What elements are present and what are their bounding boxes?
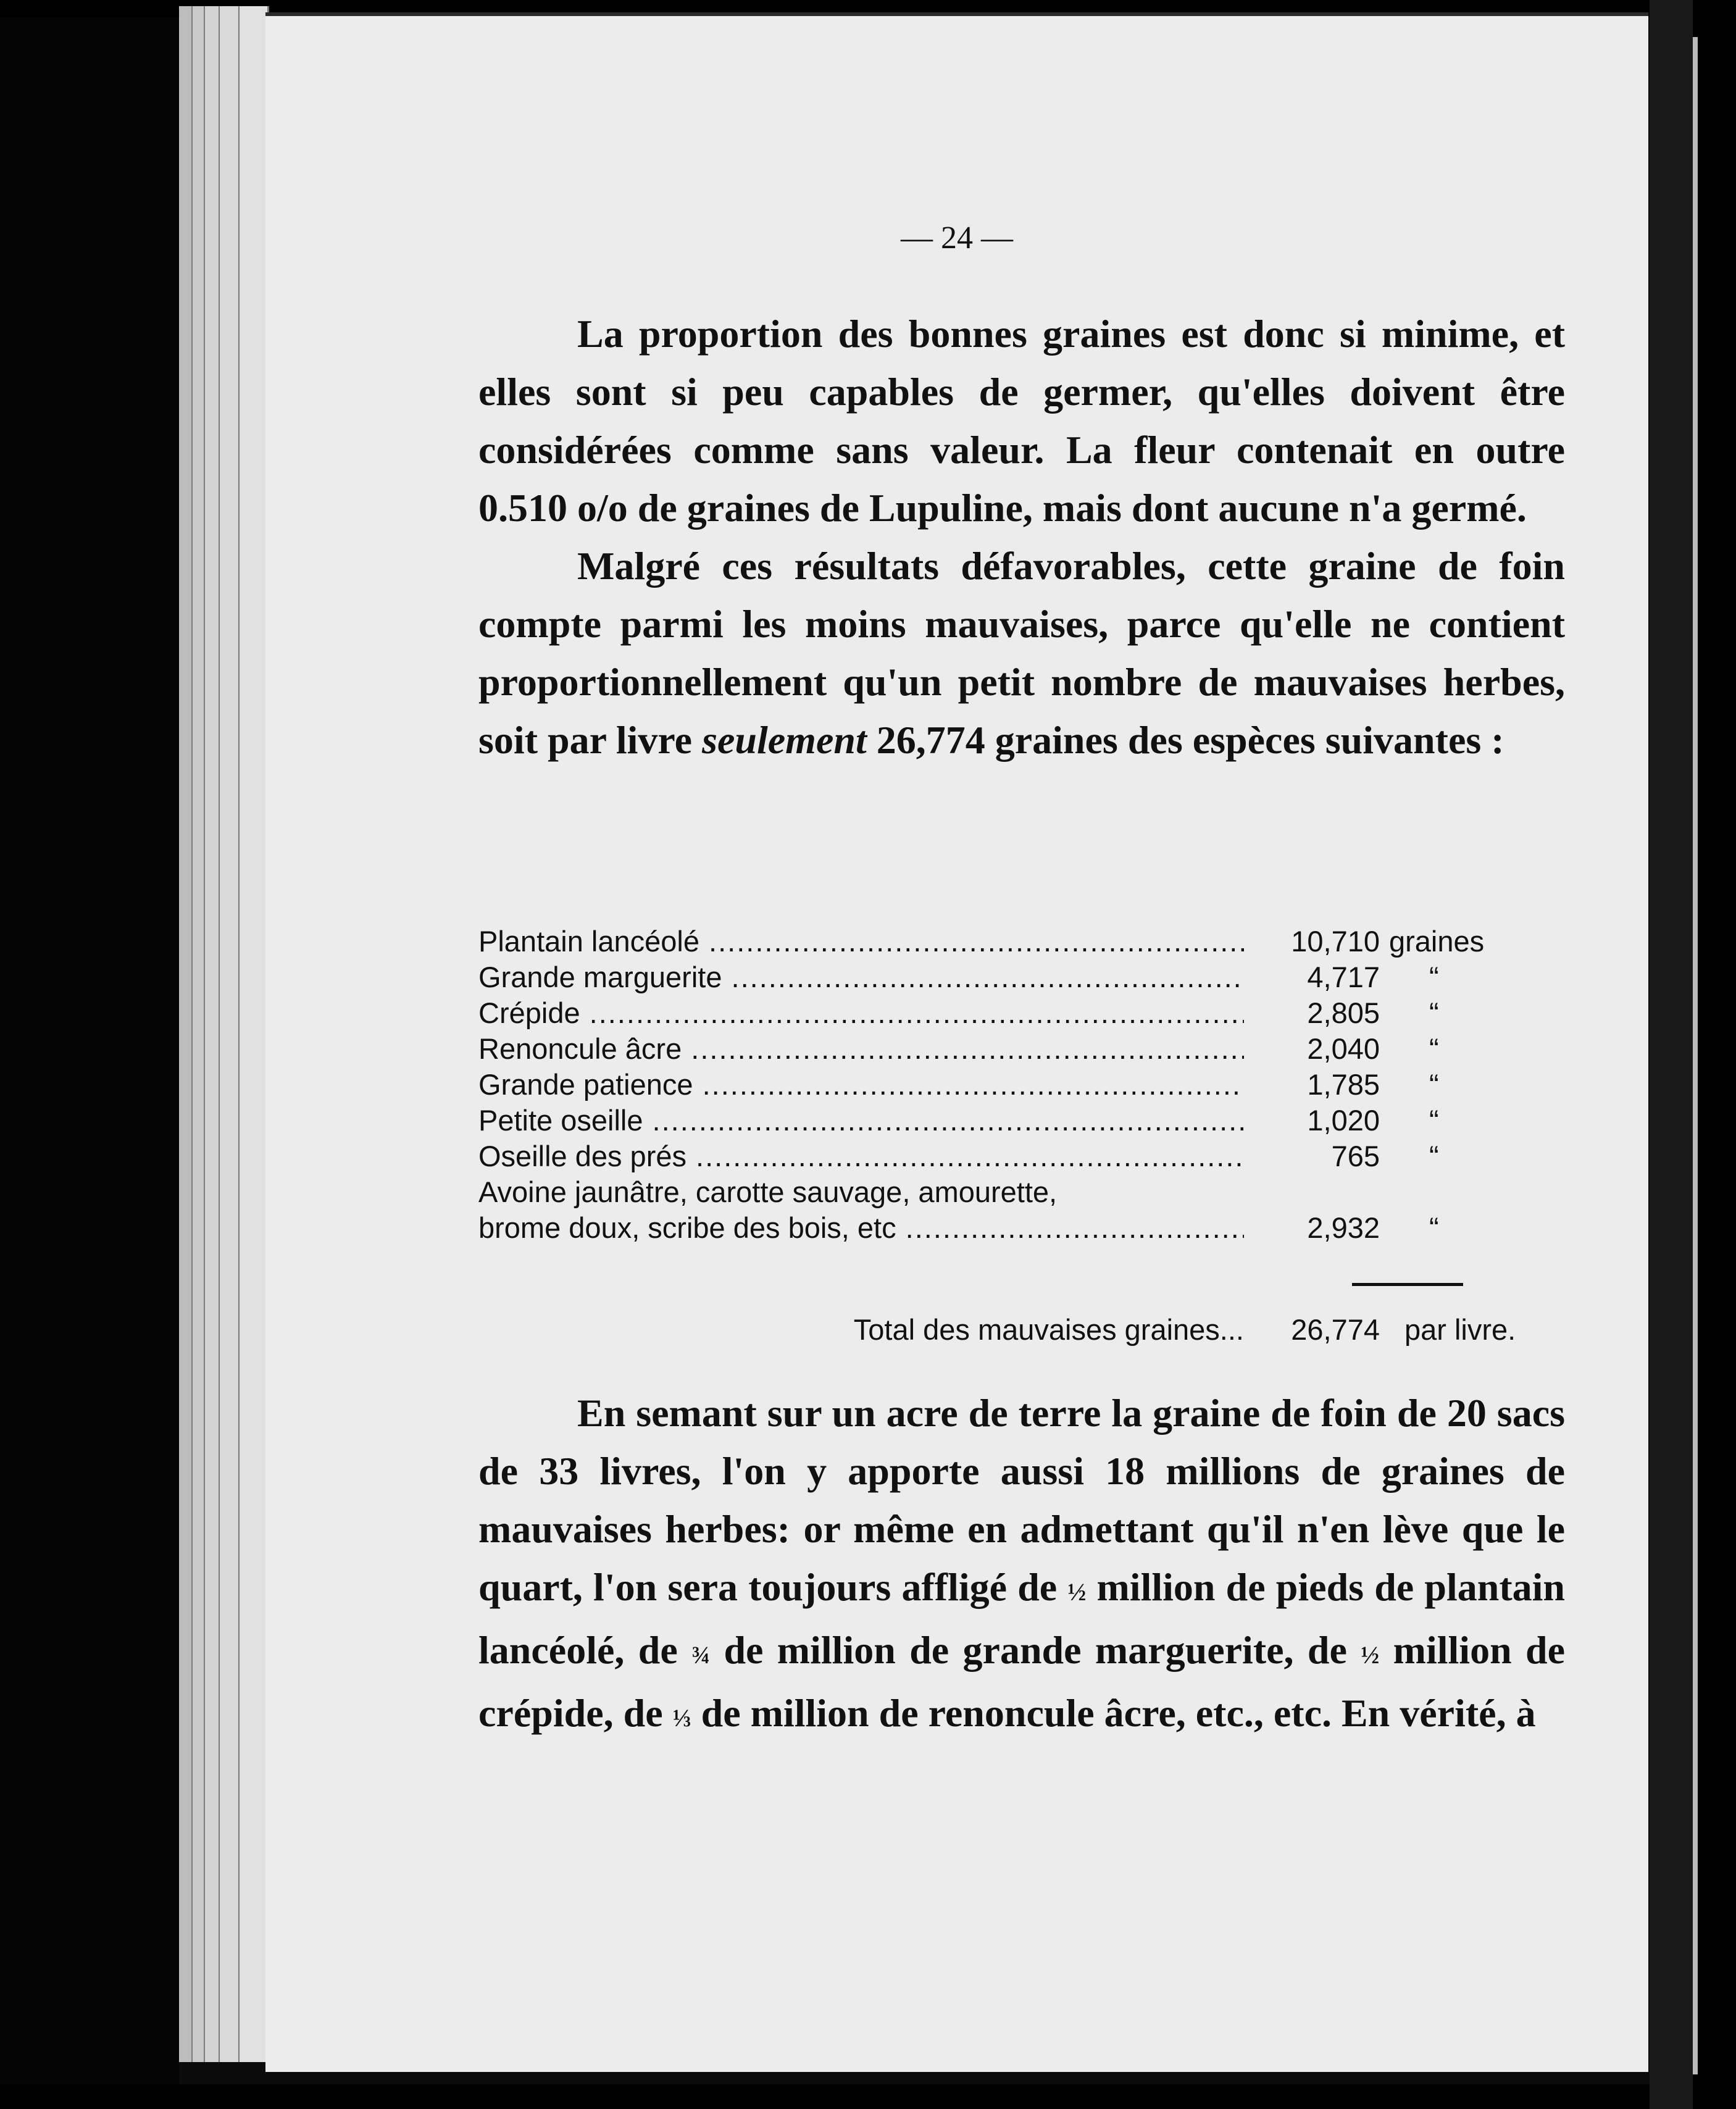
total-label: Total des mauvaises graines... [853, 1313, 1244, 1346]
table-row [478, 1103, 1639, 1138]
table-row [478, 1138, 1639, 1174]
row-label: brome doux, scribe des bois, etc ..... [478, 1210, 1244, 1246]
text-part: En semant sur un acre de terre la graine de foin de 20 sacs de 33 livres, l'on y apporte aussi 18 millions de graines de mauvaises herbes: or même en admettant qu'il n'en lève que le quart, l'on sera toujours affligé de [478, 1391, 1565, 1609]
paragraph-en-semant [478, 1384, 1565, 1747]
row-value: 4,717 [1307, 961, 1380, 993]
book-gutter-right [1650, 0, 1693, 2109]
text-part: de million de grande marguerite, de [724, 1628, 1347, 1672]
body-text-bottom [478, 1384, 1565, 1747]
book-page [265, 12, 1648, 2072]
paragraph-proportion: La proportion des bonnes graines est donc si minime, et elles sont si peu capables de germer, qu'elles doivent être considérées comme sans valeur. La fleur contenait en outre 0.510 o/o de graines de Lupuline, mais dont aucune n'a germé. [478, 312, 1565, 530]
row-label: Renoncule âcre ..... [478, 1031, 1244, 1067]
ditto-mark: “ [1429, 1211, 1439, 1244]
total-value: 26,774 [1291, 1313, 1380, 1346]
page-number: — 24 — [901, 220, 1013, 256]
row-unit: graines [1389, 925, 1485, 958]
paragraph-malgre-text: Malgré ces résultats défavorables, cette graine de foin compte parmi les moins mauvaises, parce qu'elle ne contient proportionnellement qu'un petit nombre de mauvaises herbes, soit par livre [478, 544, 1565, 762]
paragraph-malgre [478, 537, 1565, 769]
total-rule [1352, 1283, 1463, 1286]
emphasis-seulement: seulement [702, 718, 867, 762]
fraction: ⅓ [672, 1704, 691, 1732]
ditto-mark: “ [1429, 1068, 1439, 1101]
weed-seeds-table [478, 924, 1639, 1246]
page-edge [205, 6, 220, 2062]
scan-background-left [0, 0, 179, 2109]
row-value: 2,805 [1307, 996, 1380, 1029]
fraction: ¾ [691, 1641, 711, 1669]
row-value: 1,785 [1307, 1068, 1380, 1101]
row-label: Oseille des prés ..... [478, 1138, 1244, 1174]
ditto-mark: “ [1429, 961, 1439, 993]
total-row [478, 1313, 1639, 1356]
scan-background-right [1693, 0, 1736, 2109]
scan-background-bottom [0, 2084, 1736, 2109]
fraction: ½ [1361, 1641, 1380, 1669]
total-unit: par livre. [1404, 1313, 1516, 1346]
fraction: ½ [1067, 1578, 1087, 1606]
row-label: Grande marguerite ..... [478, 959, 1244, 995]
row-value: 10,710 [1291, 925, 1380, 958]
page-edge [240, 6, 269, 2062]
table-row [478, 1031, 1639, 1067]
table-row [478, 1067, 1639, 1103]
ditto-mark: “ [1429, 1104, 1439, 1137]
row-value: 765 [1331, 1140, 1380, 1172]
paragraph-malgre-end: 26,774 graines des espèces suivantes : [876, 718, 1504, 762]
row-label: Grande patience ..... [478, 1067, 1244, 1103]
row-label: Plantain lancéolé ..... [478, 924, 1244, 959]
ditto-mark: “ [1429, 1140, 1439, 1172]
page-edge [179, 6, 193, 2062]
text-part: de million de renoncule âcre, etc., etc. En vérité, à [701, 1691, 1536, 1735]
row-label: Avoine jaunâtre, carotte sauvage, amourette, [478, 1176, 1058, 1208]
text-part: million de pieds de plantain lancéolé, de [478, 1565, 1566, 1672]
page-edge [193, 6, 206, 2062]
table-row [478, 995, 1639, 1031]
row-value: 2,040 [1307, 1032, 1380, 1065]
ditto-mark: “ [1429, 996, 1439, 1029]
page-edge [220, 6, 240, 2062]
row-label: Petite oseille ..... [478, 1103, 1244, 1138]
book-edge-right [1693, 37, 1698, 2074]
text-part: million de crépide, de [478, 1628, 1566, 1735]
table-row [478, 1174, 1639, 1210]
table-row [478, 1210, 1639, 1246]
row-value: 1,020 [1307, 1104, 1380, 1137]
table-row [478, 924, 1639, 959]
row-value: 2,932 [1307, 1211, 1380, 1244]
body-text-top [478, 305, 1565, 769]
table-row [478, 959, 1639, 995]
row-label: Crépide ..... [478, 995, 1244, 1031]
ditto-mark: “ [1429, 1032, 1439, 1065]
